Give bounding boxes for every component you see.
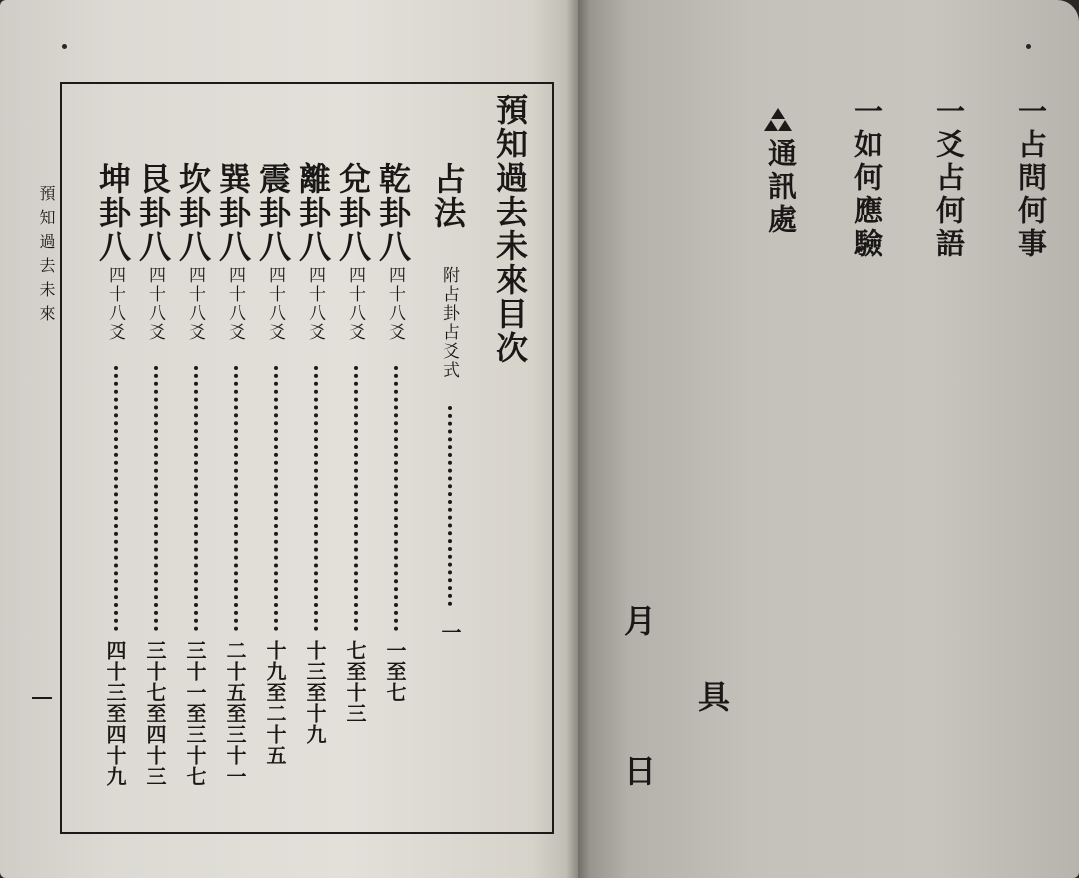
toc-entry-pages: 二十五至三十一	[223, 640, 247, 787]
signature-label: 具	[698, 678, 731, 716]
toc-entry-name: 坤卦八	[94, 162, 132, 264]
toc-entry	[374, 84, 417, 832]
toc-entry-pages: 三十七至四十三	[143, 640, 167, 787]
toc-entry-sub: 四十八爻	[385, 266, 405, 342]
toc-leader-dots	[394, 366, 400, 631]
date-day: 日	[624, 752, 657, 790]
toc-entry-pages: 十三至十九	[303, 640, 327, 745]
toc-entry-name: 乾卦八	[374, 162, 412, 264]
toc-entry	[254, 84, 297, 832]
address-label: 通訊處	[764, 138, 798, 237]
toc-entry	[174, 84, 217, 832]
form-line-line-reading: 一爻占何語	[932, 96, 966, 261]
toc-entry-pages: 十九至二十五	[263, 640, 287, 766]
toc-entry-name: 艮卦八	[134, 162, 172, 264]
toc-entry-sub: 四十八爻	[305, 266, 325, 342]
toc-method-page: 一	[438, 622, 462, 643]
toc-entry	[214, 84, 257, 832]
toc-method-label: 占法	[429, 162, 467, 230]
form-line-outcome: 一如何應驗	[850, 96, 884, 261]
toc-leader-dots	[234, 366, 240, 631]
toc-entry-sub: 四十八爻	[225, 266, 245, 342]
toc-entry-name: 離卦八	[294, 162, 332, 264]
toc-entry-name: 兌卦八	[334, 162, 372, 264]
toc-title-column	[491, 84, 534, 832]
toc-entry-sub: 四十八爻	[185, 266, 205, 342]
toc-title: 預知過去未來目次	[491, 93, 529, 365]
toc-entry-name: 坎卦八	[174, 162, 212, 264]
toc-entry-pages: 四十三至四十九	[103, 640, 127, 787]
toc-leader-dots	[194, 366, 200, 631]
toc-entry	[334, 84, 377, 832]
date-month: 月	[624, 602, 657, 640]
toc-leader-dots	[274, 366, 280, 631]
book-gutter	[566, 0, 590, 878]
toc-entry-sub: 四十八爻	[105, 266, 125, 342]
toc-entry-pages: 一至七	[383, 640, 407, 703]
toc-entry	[294, 84, 337, 832]
toc-leader-dots	[314, 366, 320, 631]
toc-entry-pages: 七至十三	[343, 640, 367, 724]
table-of-contents	[60, 82, 554, 834]
toc-entry-pages: 三十一至三十七	[183, 640, 207, 787]
folio	[32, 697, 52, 699]
toc-entry-name: 震卦八	[254, 162, 292, 264]
running-head: 預知過去未來	[37, 185, 56, 329]
right-page	[578, 0, 1079, 878]
paper-speck	[62, 44, 67, 49]
toc-leader-dots	[114, 366, 120, 631]
toc-leader-dots	[448, 406, 454, 606]
toc-entry	[134, 84, 177, 832]
toc-entry	[94, 84, 137, 832]
form-line-question: 一占問何事	[1014, 96, 1048, 261]
triangle-marker-icon	[764, 108, 800, 138]
toc-method-sub: 附占卦占爻式	[439, 266, 459, 380]
toc-leader-dots	[154, 366, 160, 631]
toc-leader-dots	[354, 366, 360, 631]
toc-entry-sub: 四十八爻	[265, 266, 285, 342]
toc-method-column	[429, 84, 472, 832]
toc-entry-sub: 四十八爻	[345, 266, 365, 342]
paper-speck	[1026, 44, 1031, 49]
toc-entry-sub: 四十八爻	[145, 266, 165, 342]
toc-entry-name: 巽卦八	[214, 162, 252, 264]
